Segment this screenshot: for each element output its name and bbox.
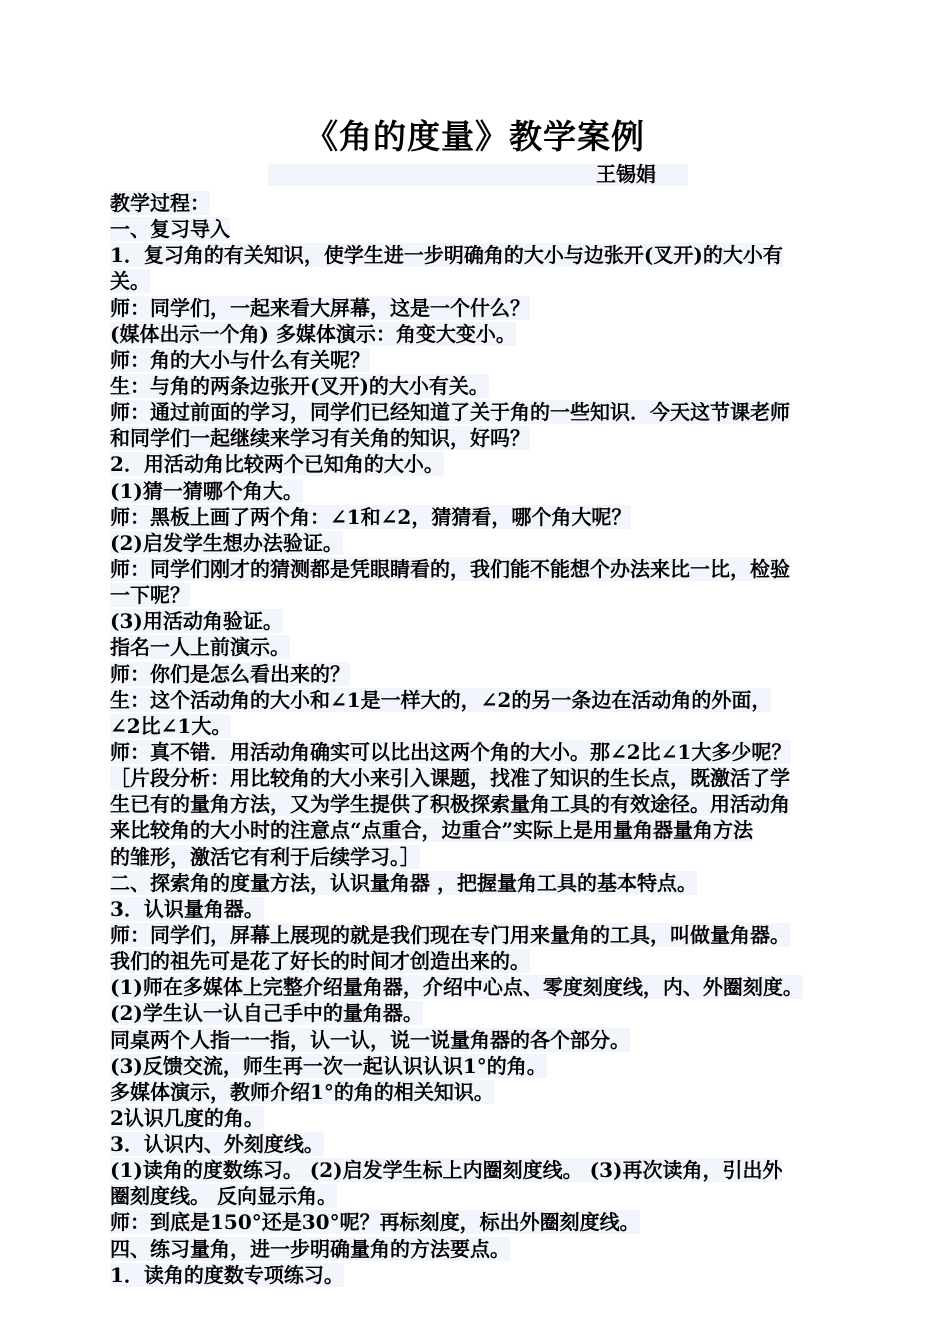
text-line	[110, 1131, 855, 1157]
text-line	[110, 478, 855, 504]
text-line-content: 我们的祖先可是花了好长的时间才创造出来的。	[110, 949, 530, 974]
text-line-content: 师：黑板上画了两个角：∠1和∠2，猜猜看，哪个角大呢？	[110, 504, 632, 529]
text-line-content: 1．复习角的有关知识，使学生进一步明确角的大小与边张开(叉开)的大小有	[110, 243, 783, 268]
text-line	[110, 242, 855, 268]
text-line-content: 师：同学们刚才的猜测都是凭眼睛看的，我们能不能想个办法来比一比，检验	[110, 556, 790, 581]
text-line	[110, 582, 855, 608]
text-line-content: 师：通过前面的学习，同学们已经知道了关于角的一些知识．今天这节课老师	[110, 400, 790, 425]
text-line	[110, 870, 855, 896]
text-line-content: 同桌两个人指一一指，认一认，说一说量角器的各个部分。	[110, 1027, 630, 1052]
text-line	[110, 791, 855, 817]
text-line	[110, 661, 855, 687]
text-line-content: 2．用活动角比较两个已知角的大小。	[110, 452, 444, 477]
text-line-content: 教学过程：	[110, 191, 210, 215]
text-line	[110, 268, 855, 294]
text-line	[110, 1157, 855, 1183]
author-name: 王锡娟	[596, 162, 656, 186]
text-line-content: 来比较角的大小时的注意点“点重合，边重合”实际上是用量角器量角方法	[110, 818, 754, 843]
text-line	[110, 321, 855, 347]
text-line-content: 圈刻度线。 反向显示角。	[110, 1184, 337, 1209]
text-line-content: 师：同学们，一起来看大屏幕，这是一个什么？	[110, 295, 530, 320]
text-line	[110, 974, 855, 1000]
text-line	[110, 608, 855, 634]
text-line	[110, 425, 855, 451]
text-line-content: ［片段分析：用比较角的大小来引入课题，找准了知识的生长点，既激活了学	[110, 766, 790, 791]
text-line-content: (3)反馈交流，师生再一次一起认识认识1°的角。	[110, 1053, 547, 1078]
text-line-content: 多媒体演示，教师介绍1°的角的相关知识。	[110, 1079, 494, 1104]
text-line	[110, 373, 855, 399]
text-line-content: 2认识几度的角。	[110, 1105, 264, 1130]
text-line-content: (1)读角的度数练习。 (2)启发学生标上内圈刻度线。 (3)再次读角，引出外	[110, 1158, 783, 1183]
text-line-content: 指名一人上前演示。	[110, 635, 290, 660]
text-line	[110, 634, 855, 660]
text-line-content: 师：角的大小与什么有关呢？	[110, 347, 370, 372]
text-line-content: (3)用活动角验证。	[110, 609, 283, 634]
text-line-content: 生：与角的两条边张开(叉开)的大小有关。	[110, 373, 489, 398]
text-line-content: 生已有的量角方法，又为学生提供了积极探索量角工具的有效途径。用活动角	[110, 792, 790, 817]
text-line-content: 师：到底是150°还是30°呢？再标刻度，标出外圈刻度线。	[110, 1210, 640, 1235]
text-line-content: (1)猜一猜哪个角大。	[110, 478, 303, 503]
text-line-content: 1．读角的度数专项练习。	[110, 1262, 344, 1287]
text-line	[110, 190, 855, 216]
text-line	[110, 399, 855, 425]
text-line	[110, 1105, 855, 1131]
text-line	[110, 844, 855, 870]
text-line-content: (2)学生认一认自己手中的量角器。	[110, 1001, 423, 1026]
text-line	[110, 713, 855, 739]
text-line-content: (2)启发学生想办法验证。	[110, 530, 343, 555]
text-line-content: 师：你们是怎么看出来的？	[110, 661, 350, 686]
text-line	[110, 1027, 855, 1053]
document-body	[110, 190, 855, 1288]
text-line-content: 的雏形，激活它有利于后续学习。］	[110, 844, 420, 869]
text-line-content: 师：真不错．用活动角确实可以比出这两个角的大小。那∠2比∠1大多少呢？	[110, 739, 792, 764]
text-line-content: 二、探索角的度量方法，认识量角器 ，把握量角工具的基本特点。	[110, 870, 697, 895]
text-line	[110, 1262, 855, 1288]
text-line	[110, 687, 855, 713]
text-line-content: 关。	[110, 269, 150, 294]
text-line	[110, 1209, 855, 1235]
text-line	[110, 347, 855, 373]
text-line-content: ∠2比∠1大。	[110, 713, 232, 738]
text-line	[110, 1000, 855, 1026]
text-line-content: 生：这个活动角的大小和∠1是一样大的，∠2的另一条边在活动角的外面，	[110, 687, 772, 712]
text-line	[110, 1053, 855, 1079]
text-line-content: (媒体出示一个角) 多媒体演示：角变大变小。	[110, 321, 516, 346]
text-line	[110, 295, 855, 321]
text-line	[110, 1236, 855, 1262]
text-line	[110, 896, 855, 922]
text-line	[110, 922, 855, 948]
text-line-content: 一、复习导入	[110, 217, 230, 242]
text-line-content: 和同学们一起继续来学习有关角的知识，好吗？	[110, 426, 530, 451]
text-line-content: 3．认识量角器。	[110, 896, 264, 921]
document-title: 《角的度量》教学案例	[305, 117, 645, 156]
text-line	[110, 556, 855, 582]
text-line-content: 一下呢？	[110, 583, 190, 608]
text-line	[110, 765, 855, 791]
text-line	[110, 504, 855, 530]
text-line	[110, 739, 855, 765]
text-line	[110, 1079, 855, 1105]
text-line-content: 师：同学们，屏幕上展现的就是我们现在专门用来量角的工具，叫做量角器。	[110, 922, 790, 947]
text-line	[110, 530, 855, 556]
text-line-content: (1)师在多媒体上完整介绍量角器，介绍中心点、零度刻度线，内、外圈刻度。	[110, 975, 803, 1000]
text-line-content: 3．认识内、外刻度线。	[110, 1132, 324, 1157]
text-line	[110, 948, 855, 974]
text-line	[110, 451, 855, 477]
text-line	[110, 1183, 855, 1209]
text-line-content: 四、练习量角，进一步明确量角的方法要点。	[110, 1236, 510, 1261]
text-line	[110, 216, 855, 242]
text-line	[110, 817, 855, 843]
